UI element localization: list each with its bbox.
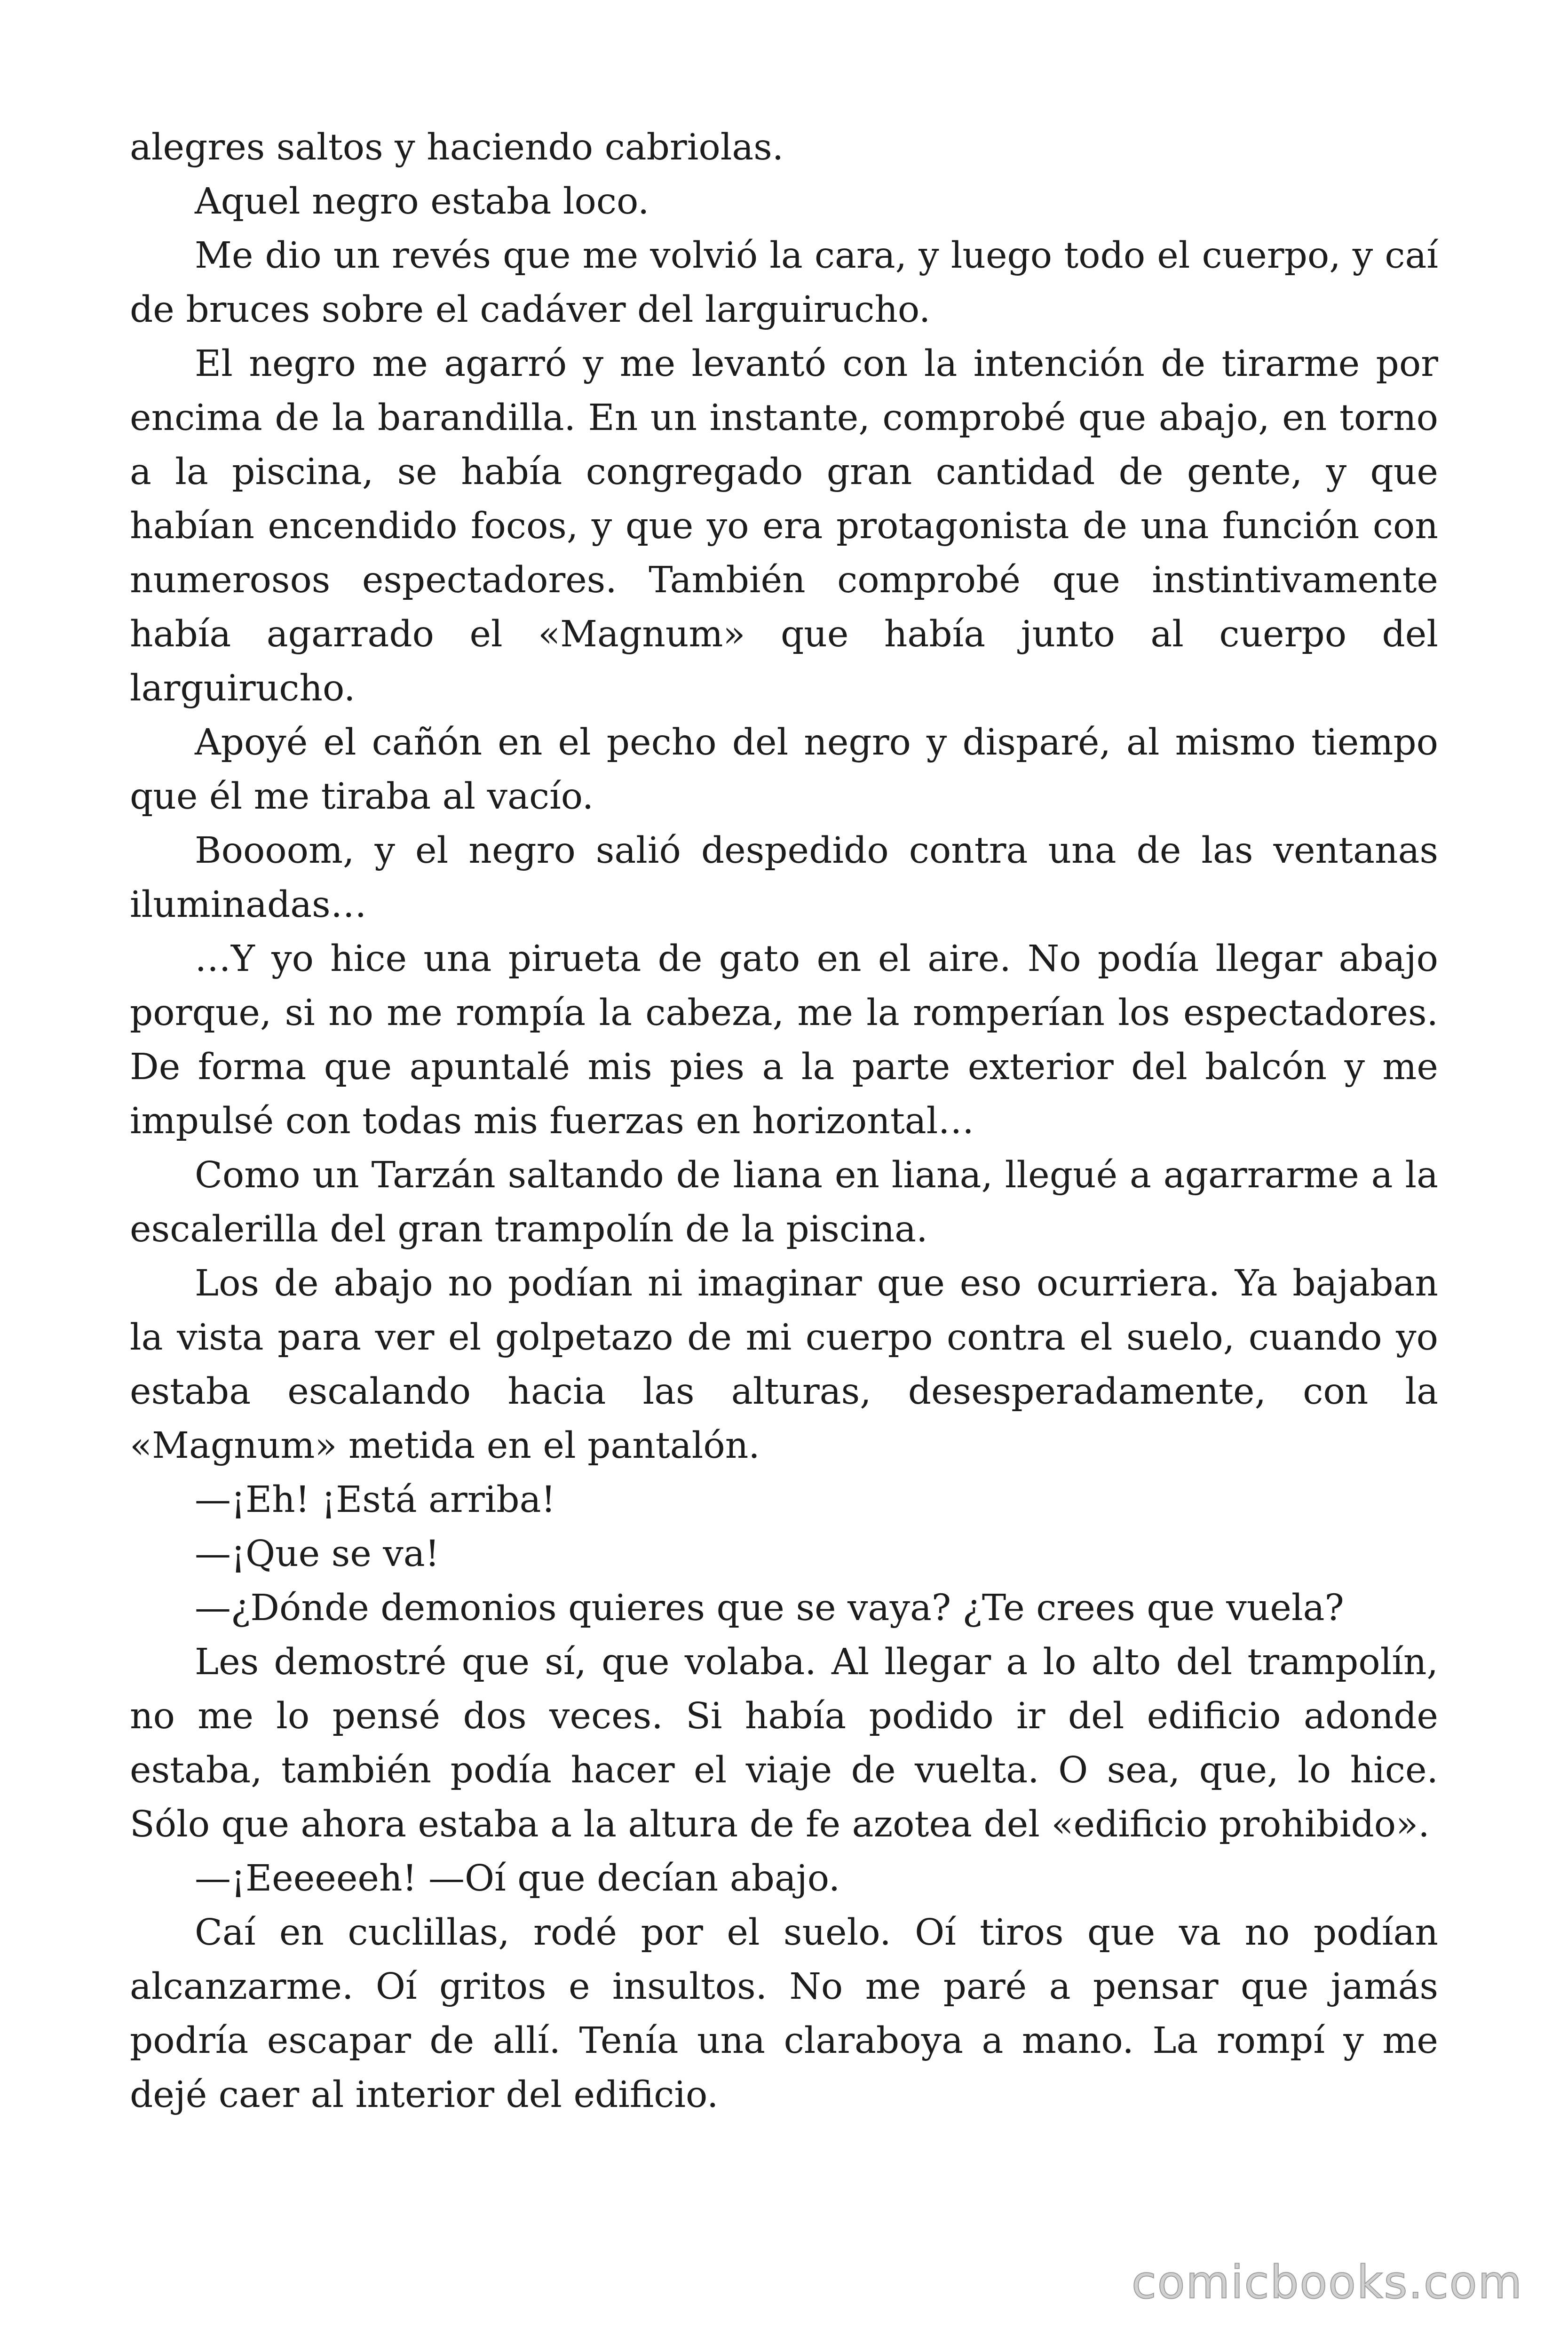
paragraph-9: Los de abajo no podían ni imaginar que eso ocurriera. Ya bajaban la vista para ver el golpetazo de mi cuerpo contra el suelo, cuando yo estaba escalando hacia las alturas, desesperadamente, con la «Magnum» metida en el pantalón.	[130, 1263, 1438, 1467]
dialogue-line-4: —¡Eeeeeeh! —Oí que decían abajo.	[195, 1858, 840, 1899]
paragraph-2: Aquel negro estaba loco.	[195, 181, 649, 222]
paragraph-7: …Y yo hice una pirueta de gato en el aire. No podía llegar abajo porque, si no me rompía la cabeza, me la romperían los espectadores. De forma que apuntalé mis pies a la parte exterior del balcón y me impulsé con todas mis fuerzas en horizontal…	[130, 938, 1438, 1142]
dialogue-line-2: —¡Que se va!	[195, 1533, 440, 1575]
paragraph-15: Caí en cuclillas, rodé por el suelo. Oí tiros que va no podían alcanzarme. Oí gritos e insultos. No me paré a pensar que jamás podría escapar de allí. Tenía una claraboya a mano. La rompí y me dejé caer al interior del edificio.	[130, 1912, 1438, 2116]
watermark-logo: comicbooks.com	[1131, 2256, 1523, 2309]
paragraph-5: Apoyé el cañón en el pecho del negro y disparé, al mismo tiempo que él me tiraba al vacío.	[130, 722, 1438, 818]
paragraph-8: Como un Tarzán saltando de liana en liana, llegué a agarrarme a la escalerilla del gran trampolín de la piscina.	[130, 1154, 1438, 1250]
dialogue-line-1: —¡Eh! ¡Está arriba!	[195, 1479, 556, 1521]
dialogue-line-3: —¿Dónde demonios quieres que se vaya? ¿Te crees que vuela?	[195, 1587, 1344, 1629]
body-text	[130, 120, 1438, 2122]
paragraph-3: Me dio un revés que me volvió la cara, y luego todo el cuerpo, y caí de bruces sobre el cadáver del larguirucho.	[130, 235, 1438, 331]
paragraph-6: Boooom, y el negro salió despedido contra una de las ventanas iluminadas…	[130, 830, 1438, 926]
paragraph-4: El negro me agarró y me levantó con la intención de tirarme por encima de la barandilla. En un instante, comprobé que abajo, en torno a la piscina, se había congregado gran cantidad de gente, y que habían encendido focos, y que yo era protagonista de una función con numerosos espectadores. También comprobé que instintivamente había agarrado el «Magnum» que había junto al cuerpo del larguirucho.	[130, 343, 1438, 709]
paragraph-13: Les demostré que sí, que volaba. Al llegar a lo alto del trampolín, no me lo pensé dos veces. Si había podido ir del edificio adonde estaba, también podía hacer el viaje de vuelta. O sea, que, lo hice. Sólo que ahora estaba a la altura de fe azotea del «edificio prohibido».	[130, 1641, 1438, 1845]
paragraph-1: alegres saltos y haciendo cabriolas.	[130, 127, 784, 168]
